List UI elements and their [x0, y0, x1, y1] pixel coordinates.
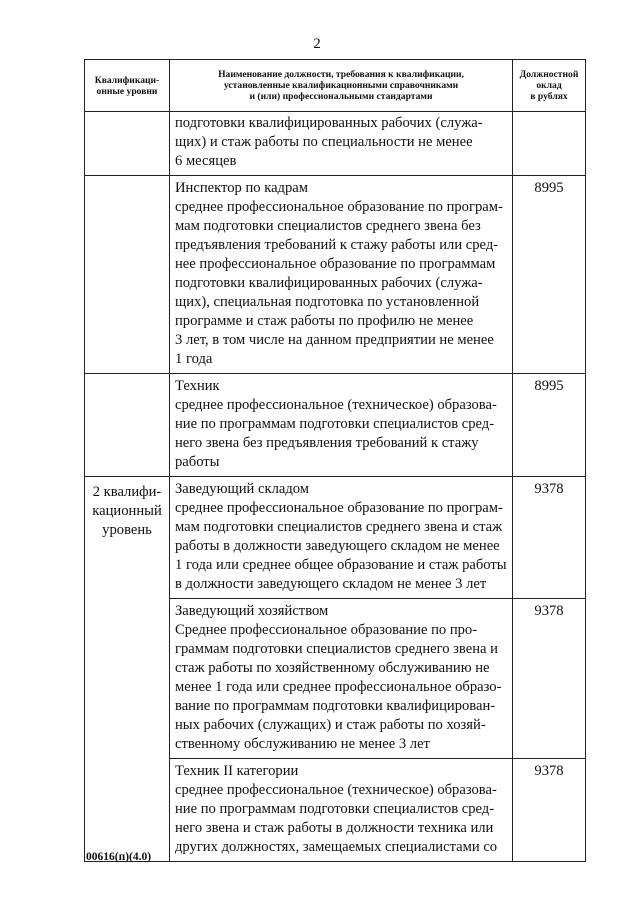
header-position-requirements: Наименование должности, требования к квалификации, установленные квалификационными справочниками и (или) профессиональными стандартами	[170, 60, 513, 112]
salary-value: 8995	[513, 374, 586, 477]
position-requirements-text: среднее профессиональное образование по програм- мам подготовки специалистов среднего звена и стаж работы в должности заведующего складом не менее 1 года или среднее общее образование и стаж работы в должности заведующего складом не менее 3 лет	[175, 500, 507, 592]
continued-description-cell	[170, 112, 513, 176]
position-requirements-text: среднее профессиональное образование по програм- мам подготовки специалистов среднего звена без предъявления требований к стажу работы или сред- нее профессиональное образование по программам подготовки квалифицированных рабочих (служа- щих), специальная подготовка по установленной программе и стаж работы по профилю не менее 3 лет, в том числе на данном предприятии не менее 1 года	[175, 199, 503, 367]
position-title: Инспектор по кадрам	[175, 180, 308, 196]
level-cell-empty	[85, 112, 170, 176]
salary-value: 9378	[513, 477, 586, 599]
position-requirements-text: среднее профессиональное (техническое) образова- ние по программам подготовки специалистов сред- него звена без предъявления требований к стажу работы	[175, 397, 497, 470]
position-description-cell	[170, 599, 513, 759]
table-row	[85, 176, 586, 374]
position-requirements-text: Среднее профессиональное образование по про- граммам подготовки специалистов среднего звена и стаж работы по хозяйственному обслуживанию не менее 1 года или среднее профессиональное образо- вание по программам подготовки квалифицирован- ных рабочих (служащих) и стаж работы по хозяй- ственному обслуживанию не менее 3 лет	[175, 622, 502, 752]
position-description-cell	[170, 477, 513, 599]
level-cell-empty	[85, 374, 170, 477]
position-title: Техник II категории	[175, 763, 299, 779]
position-title: Заведующий хозяйством	[175, 603, 329, 619]
page-number: 2	[313, 36, 321, 52]
position-title: Техник	[175, 378, 220, 394]
table-header-row	[85, 60, 586, 112]
header-qualification-level: Квалификаци- онные уровни	[85, 60, 170, 112]
position-description-cell	[170, 176, 513, 374]
header-salary: Должностной оклад в рублях	[513, 60, 586, 112]
salary-value: 9378	[513, 759, 586, 862]
salary-value: 9378	[513, 599, 586, 759]
salary-table	[84, 59, 586, 862]
qualification-level-cell: 2 квалифи- кационный уровень	[85, 477, 170, 862]
position-description-cell	[170, 759, 513, 862]
salary-value: 8995	[513, 176, 586, 374]
table-row	[85, 477, 586, 599]
position-title: Заведующий складом	[175, 481, 310, 497]
table-row	[85, 112, 586, 176]
position-description-cell	[170, 374, 513, 477]
table-row	[85, 374, 586, 477]
continued-text: подготовки квалифицированных рабочих (служа- щих) и стаж работы по специальности не менее 6 месяцев	[175, 115, 483, 169]
salary-cell-empty	[513, 112, 586, 176]
level-cell-empty	[85, 176, 170, 374]
position-requirements-text: среднее профессиональное (техническое) образова- ние по программам подготовки специалистов сред- него звена и стаж работы в должности техника или других должностях, замещаемых специалистами со	[175, 782, 498, 855]
document-code: 00616(п)(4.0)	[86, 851, 152, 863]
